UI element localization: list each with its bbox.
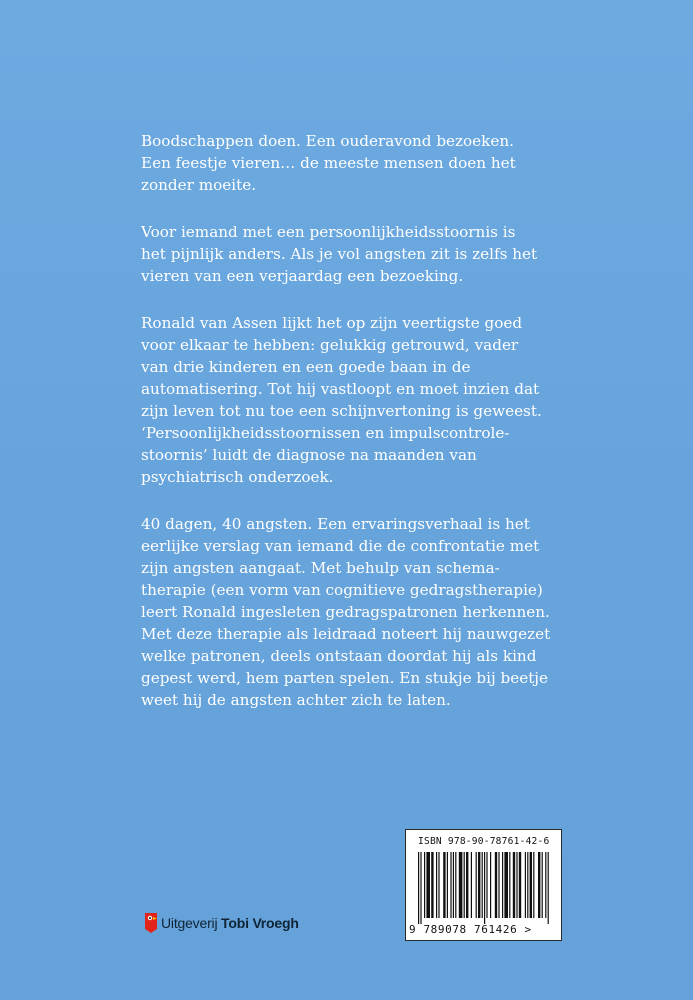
barcode-bar bbox=[482, 852, 483, 918]
blurb-line: ‘Persoonlijkheidsstoornissen en impulscontrole- bbox=[141, 424, 510, 442]
barcode-bar bbox=[545, 852, 546, 918]
barcode-bar bbox=[478, 852, 480, 918]
barcode-bar bbox=[471, 852, 472, 918]
barcode-bar bbox=[484, 852, 485, 924]
blurb-line: 40 dagen, 40 angsten. Een ervaringsverhaal is het bbox=[141, 515, 530, 533]
blurb-line: Voor iemand met een persoonlijkheidsstoornis is bbox=[141, 223, 516, 241]
barcode-bar bbox=[542, 852, 543, 918]
barcode-bar bbox=[459, 852, 463, 918]
barcode-bar bbox=[436, 852, 437, 918]
blurb-line: Een feestje vieren… de meeste mensen doen het bbox=[141, 154, 516, 172]
barcode-bar bbox=[420, 852, 421, 924]
barcode-bar bbox=[466, 852, 468, 918]
blurb-line: eerlijke verslag van iemand die de confrontatie met bbox=[141, 537, 540, 555]
barcode-bar bbox=[538, 852, 540, 918]
blurb-line: van drie kinderen en een goede baan in de bbox=[141, 358, 471, 376]
blurb-line: zijn leven tot nu toe een schijnvertoning is geweest. bbox=[141, 402, 542, 420]
barcode-bar bbox=[490, 852, 491, 918]
publisher-name bbox=[161, 915, 299, 931]
isbn-label: ISBN 978-90-78761-42-6 bbox=[418, 836, 550, 847]
barcode-bar bbox=[509, 852, 510, 918]
barcode-bar bbox=[548, 852, 549, 924]
barcode-bar bbox=[513, 852, 515, 918]
publisher-prefix: Uitgeverij bbox=[161, 915, 222, 931]
barcode-bar bbox=[527, 852, 528, 918]
publisher-logo bbox=[145, 911, 299, 935]
blurb-line: gepest werd, hem parten spelen. En stukje bij beetje bbox=[141, 669, 549, 687]
barcode-bar bbox=[495, 852, 497, 918]
barcode-bar bbox=[486, 852, 487, 918]
blurb-line: therapie (een vorm van cognitieve gedragstherapie) bbox=[141, 581, 543, 599]
barcode-bar bbox=[426, 852, 430, 918]
barcode-bar bbox=[498, 852, 499, 918]
barcode-bar bbox=[533, 852, 534, 918]
blurb-line: weet hij de angsten achter zich te laten. bbox=[141, 691, 451, 709]
blurb-line: zijn angsten aangaat. Met behulp van schema- bbox=[141, 559, 500, 577]
barcode-bar bbox=[455, 852, 456, 918]
barcode-bar bbox=[516, 852, 517, 918]
barcode-bar bbox=[464, 852, 465, 918]
blurb-line: stoornis’ luidt de diagnose na maanden van bbox=[141, 446, 477, 464]
barcode-bar bbox=[519, 852, 521, 918]
barcode-bar bbox=[431, 852, 433, 918]
barcode-bar bbox=[530, 852, 532, 918]
barcode-bar bbox=[443, 852, 445, 918]
blurb-line: zonder moeite. bbox=[141, 176, 257, 194]
barcode-bar bbox=[453, 852, 454, 918]
isbn-barcode bbox=[405, 829, 562, 941]
blurb-paragraph-3 bbox=[141, 312, 661, 488]
barcode-bar bbox=[504, 852, 508, 918]
blurb-paragraph-1 bbox=[141, 130, 661, 196]
blurb-line: psychiatrisch onderzoek. bbox=[141, 468, 334, 486]
publisher-logo-icon bbox=[145, 913, 157, 933]
barcode-bar bbox=[418, 852, 419, 924]
blurb-line: automatisering. Tot hij vastloopt en moet inzien dat bbox=[141, 380, 540, 398]
blurb-line: Ronald van Assen lijkt het op zijn veertigste goed bbox=[141, 314, 523, 332]
blurb-line: het pijnlijk anders. Als je vol angsten zit is zelfs het bbox=[141, 245, 538, 263]
barcode-bar bbox=[525, 852, 526, 918]
barcode-bar bbox=[438, 852, 439, 918]
barcode-bar bbox=[476, 852, 477, 918]
blurb-line: leert Ronald ingesleten gedragspatronen herkennen. bbox=[141, 603, 550, 621]
blurb-line: Met deze therapie als leidraad noteert hij nauwgezet bbox=[141, 625, 551, 643]
blurb-line: vieren van een verjaardag een bezoeking. bbox=[141, 267, 464, 285]
barcode-bar bbox=[424, 852, 425, 918]
barcode-bar bbox=[502, 852, 503, 918]
publisher-brand: Tobi Vroegh bbox=[221, 915, 299, 931]
blurb-line: welke patronen, deels ontstaan doordat hij als kind bbox=[141, 647, 537, 665]
blurb-text bbox=[141, 130, 661, 736]
barcode-bar bbox=[450, 852, 451, 918]
blurb-paragraph-4 bbox=[141, 513, 661, 711]
barcode-bar bbox=[447, 852, 448, 918]
blurb-paragraph-2 bbox=[141, 221, 661, 287]
ean-digits: 9 789078 761426 > bbox=[409, 923, 532, 936]
blurb-line: voor elkaar te hebben: gelukkig getrouwd, vader bbox=[141, 336, 519, 354]
blurb-line: Boodschappen doen. Een ouderavond bezoeken. bbox=[141, 132, 514, 150]
barcode-bars bbox=[418, 852, 550, 924]
